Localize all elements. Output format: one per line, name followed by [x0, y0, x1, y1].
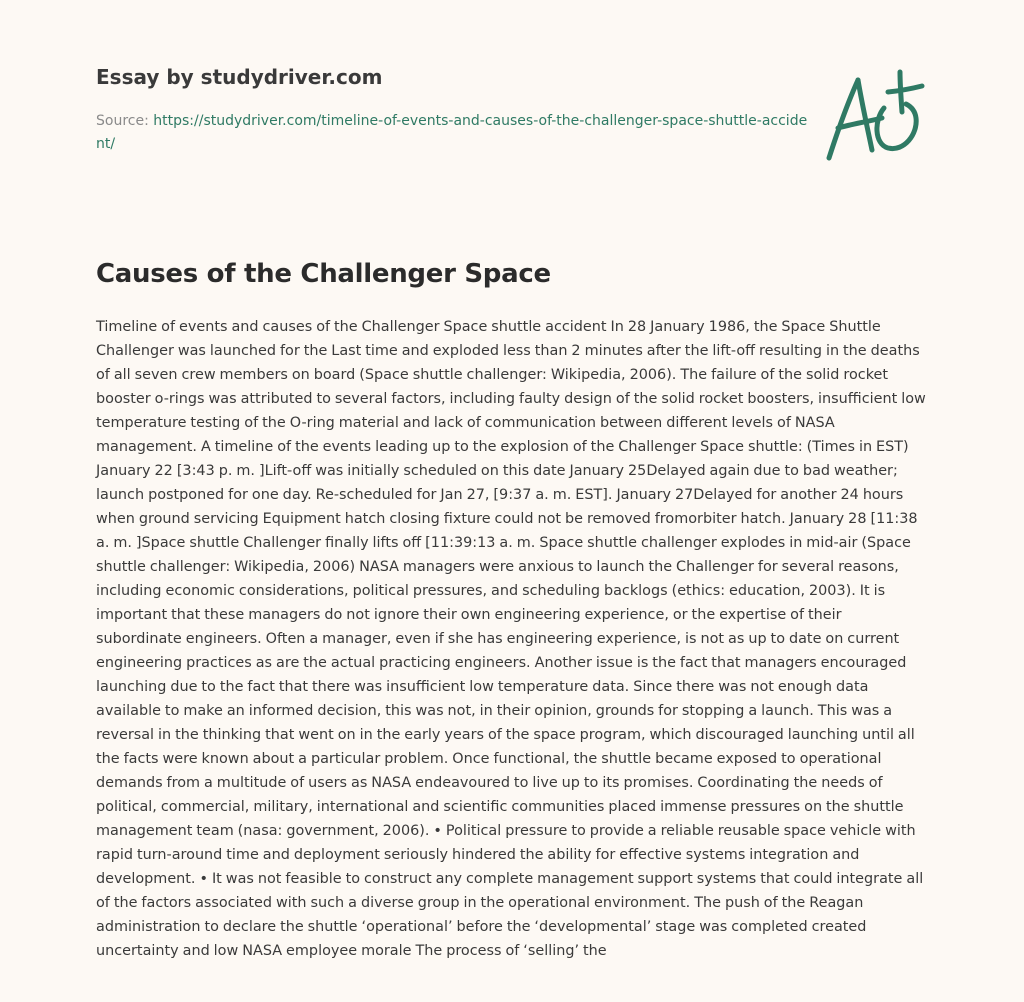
- essay-header: [96, 62, 816, 156]
- source-line: [96, 110, 816, 156]
- essay-body: Timeline of events and causes of the Challenger Space shuttle accident In 28 January 1986, the Space Shuttle Challenger was launched for the Last time and exploded less than 2 minutes after the lift-off resulting in the deaths of all seven crew members on board (Space shuttle challenger: Wikipedia, 2006). The failure of the solid rocket booster o-rings was attributed to several factors, including faulty design of the solid rocket boosters, insufficient low temperature testing of the O-ring material and lack of communication between different levels of NASA management. A timeline of the events leading up to the explosion of the Challenger Space shuttle: (Times in EST) January 22 [3:43 p. m. ]Lift-off was initially scheduled on this date January 25Delayed again due to bad weather; launch postponed for one day. Re-scheduled for Jan 27, [9:37 a. m. EST]. January 27Delayed for another 24 hours when ground servicing Equipment hatch closing fixture could not be removed fromorbiter hatch. January 28 [11:38 a. m. ]Space shuttle Challenger finally lifts off [11:39:13 a. m. Space shuttle challenger explodes in mid-air (Space shuttle challenger: Wikipedia, 2006) NASA managers were anxious to launch the Challenger for several reasons, including economic considerations, political pressures, and scheduling backlogs (ethics: education, 2003). It is important that these managers do not ignore their own engineering experience, or the expertise of their subordinate engineers. Often a manager, even if she has engineering experience, is not as up to date on current engineering practices as are the actual practicing engineers. Another issue is the fact that managers encouraged launching due to the fact that there was insufficient low temperature data. Since there was not enough data available to make an informed decision, this was not, in their opinion, grounds for stopping a launch. This was a reversal in the thinking that went on in the early years of the space program, which discouraged launching until all the facts were known about a particular problem. Once functional, the shuttle became exposed to operational demands from a multitude of users as NASA endeavoured to live up to its promises. Coordinating the needs of political, commercial, military, international and scientific communities placed immense pressures on the shuttle management team (nasa: government, 2006). • Political pressure to provide a reliable reusable space vehicle with rapid turn-around time and deployment seriously hindered the ability for effective systems integration and development. • It was not feasible to construct any complete management support systems that could integrate all of the factors associated with such a diverse group in the operational environment. The push of the Reagan administration to declare the shuttle ‘operational’ before the ‘developmental’ stage was completed created uncertainty and low NASA employee morale The process of ‘selling’ the: [96, 319, 926, 959]
- essay-title: Causes of the Challenger Space: [96, 259, 551, 289]
- a-plus-grade-icon: [824, 68, 926, 164]
- source-label: Source:: [96, 113, 149, 129]
- site-title: Essay by studydriver.com: [96, 65, 383, 89]
- source-link[interactable]: https://studydriver.com/timeline-of-events-and-causes-of-the-challenger-space-shuttle-accident/: [96, 113, 808, 152]
